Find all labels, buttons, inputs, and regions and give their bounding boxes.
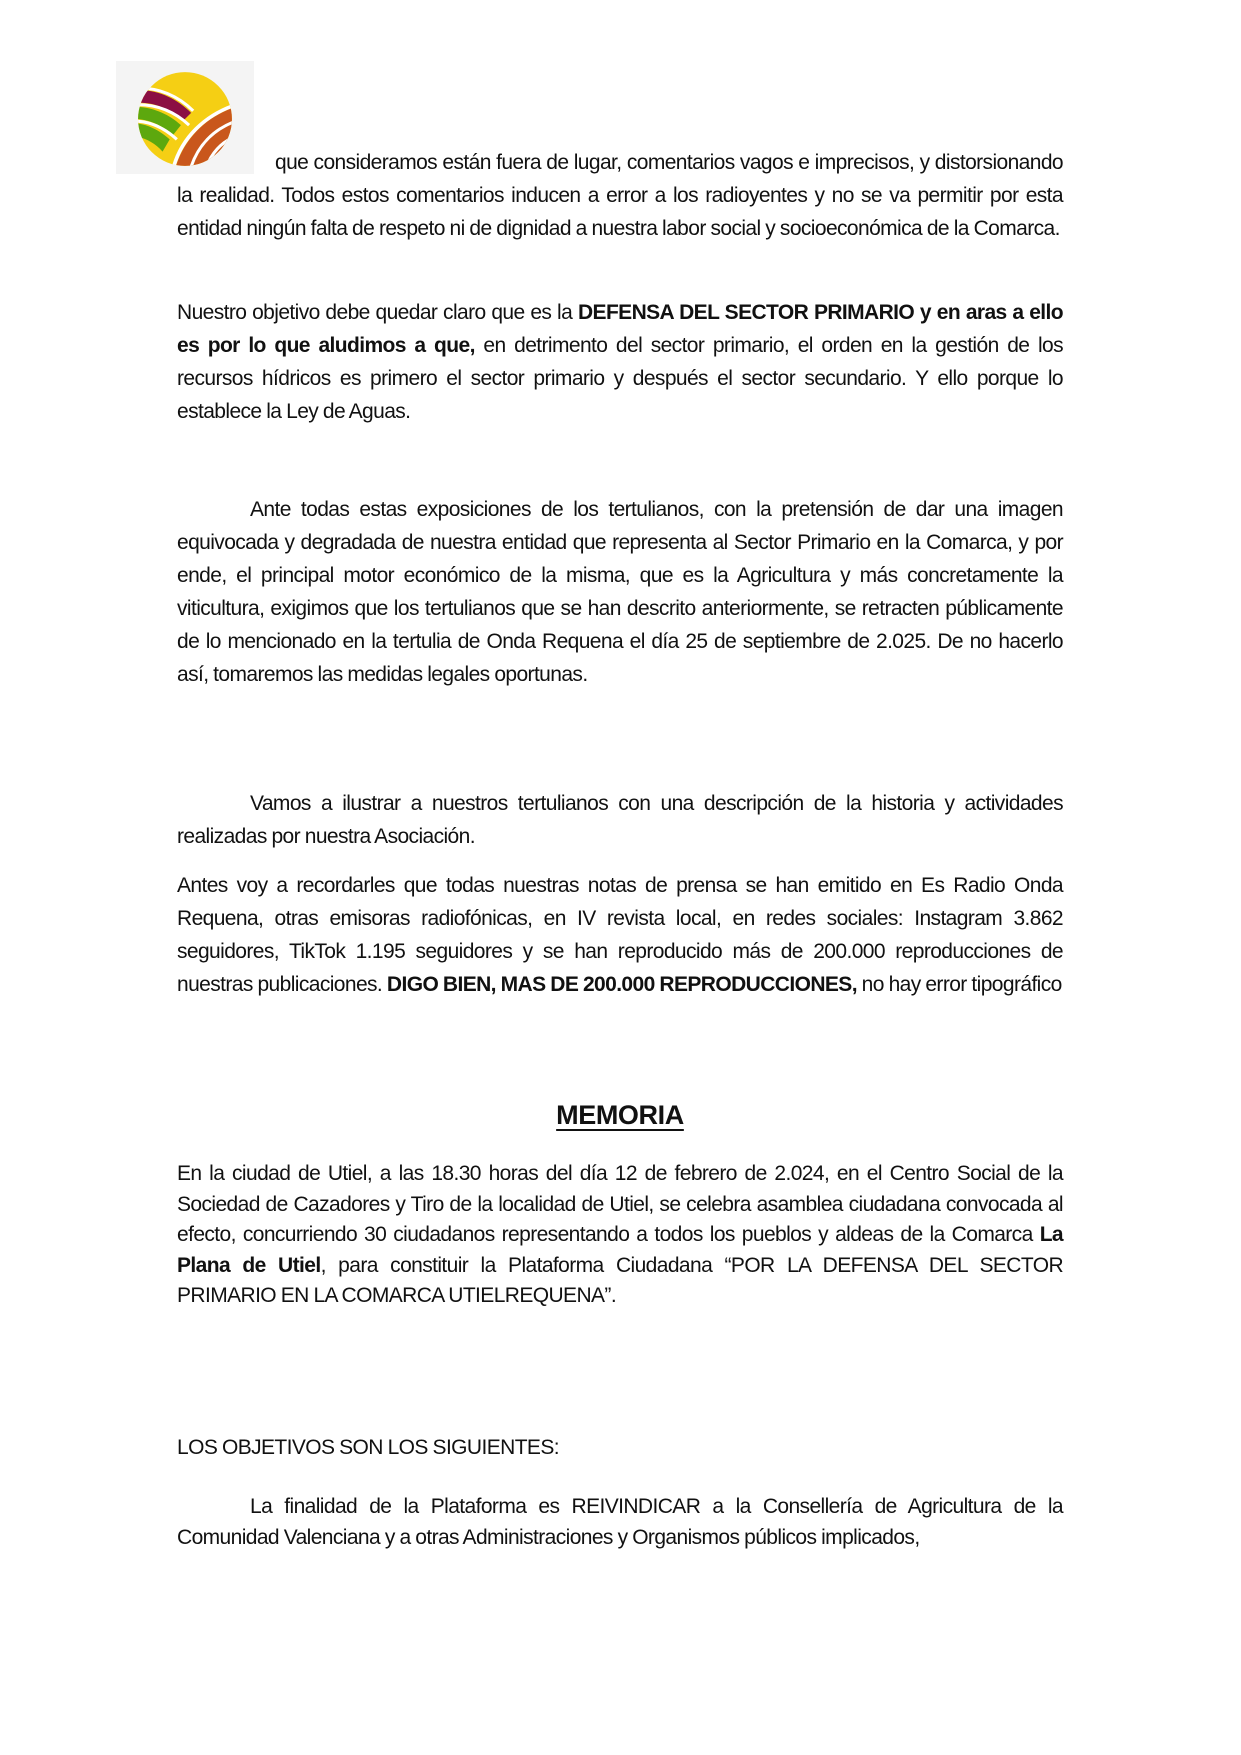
text-run: , para constituir la Plataforma Ciudadana “POR LA DEFENSA DEL SECTOR PRIMARIO EN LA COMARCA UTIELREQUENA”.	[177, 1253, 1064, 1307]
memoria-heading: MEMORIA	[556, 1100, 684, 1130]
paragraph-objective	[177, 296, 1063, 428]
paragraph-illustrate	[177, 787, 1063, 853]
text-run: Vamos a ilustrar a nuestros tertulianos con una descripción de la historia y actividades realizadas por nuestra Asociación.	[177, 792, 1063, 848]
text-run: La finalidad de la Plataforma es REIVINDICAR a la Consellería de Agricultura de la Comunidad Valenciana y a otras Administraciones y Organismos públicos implicados,	[177, 1495, 1063, 1549]
paragraph-intro-continuation	[177, 146, 1063, 245]
paragraph-retraction-demand	[177, 493, 1063, 691]
paragraph-memoria-founding	[177, 1159, 1063, 1312]
paragraph-press-notes	[177, 869, 1063, 1001]
text-run: en detrimento del sector primario, el orden en la gestión de los recursos hídricos es primero el sector primario y después el sector secundario. Y ello porque lo establece la Ley de Aguas.	[177, 334, 1063, 423]
text-run: Nuestro objetivo debe quedar claro que es la	[177, 301, 578, 324]
paragraph-objectives-purpose	[177, 1491, 1063, 1553]
text-run: Ante todas estas exposiciones de los tertulianos, con la pretensión de dar una imagen equivocada y degradada de nuestra entidad que representa al Sector Primario en la Comarca, y por ende, el principal motor económico de la misma, que es la Agricultura y más concretamente la viticultura, exigimos que los tertulianos que se han descrito anteriormente, se retracten públicamente de lo mencionado en la tertulia de Onda Requena el día 25 de septiembre de 2.025. De no hacerlo así, tomaremos las medidas legales oportunas.	[177, 498, 1063, 686]
text-run: Antes voy a recordarles que todas nuestras notas de prensa se han emitido en Es Radio Onda Requena, otras emisoras radiofónicas, en IV revista local, en redes sociales: Instagram 3.862 seguidores, TikTok 1.195 seguidores y se han reproducido más de 200.000 reproducciones de nuestras publicaciones.	[177, 874, 1063, 996]
text-run: no hay error tipográfico	[856, 973, 1062, 996]
text-run: En la ciudad de Utiel, a las 18.30 horas del día 12 de febrero de 2.024, en el Centro Social de la Sociedad de Cazadores y Tiro de la localidad de Utiel, se celebra asamblea ciudadana convocada al efecto, concurriendo 30 ciudadanos representando a todos los pueblos y aldeas de la Comarca	[177, 1162, 1063, 1246]
bold-text-run: DEFENSA DEL SECTOR PRIMARIO y en aras a ello es por lo que aludimos a que,	[177, 301, 1063, 357]
text-run: LOS OBJETIVOS SON LOS SIGUIENTES:	[177, 1436, 559, 1459]
bold-text-run: DIGO BIEN, MAS DE 200.000 REPRODUCCIONES,	[386, 973, 857, 996]
bold-text-run: La Plana de Utiel	[177, 1223, 1063, 1277]
objectives-heading	[177, 1431, 1063, 1464]
text-run: que consideramos están fuera de lugar, comentarios vagos e imprecisos, y distorsionando la realidad. Todos estos comentarios inducen a error a los radioyentes y no se va permitir por esta entidad ningún falta de respeto ni de dignidad a nuestra labor social y socioeconómica de la Comarca.	[177, 151, 1063, 240]
